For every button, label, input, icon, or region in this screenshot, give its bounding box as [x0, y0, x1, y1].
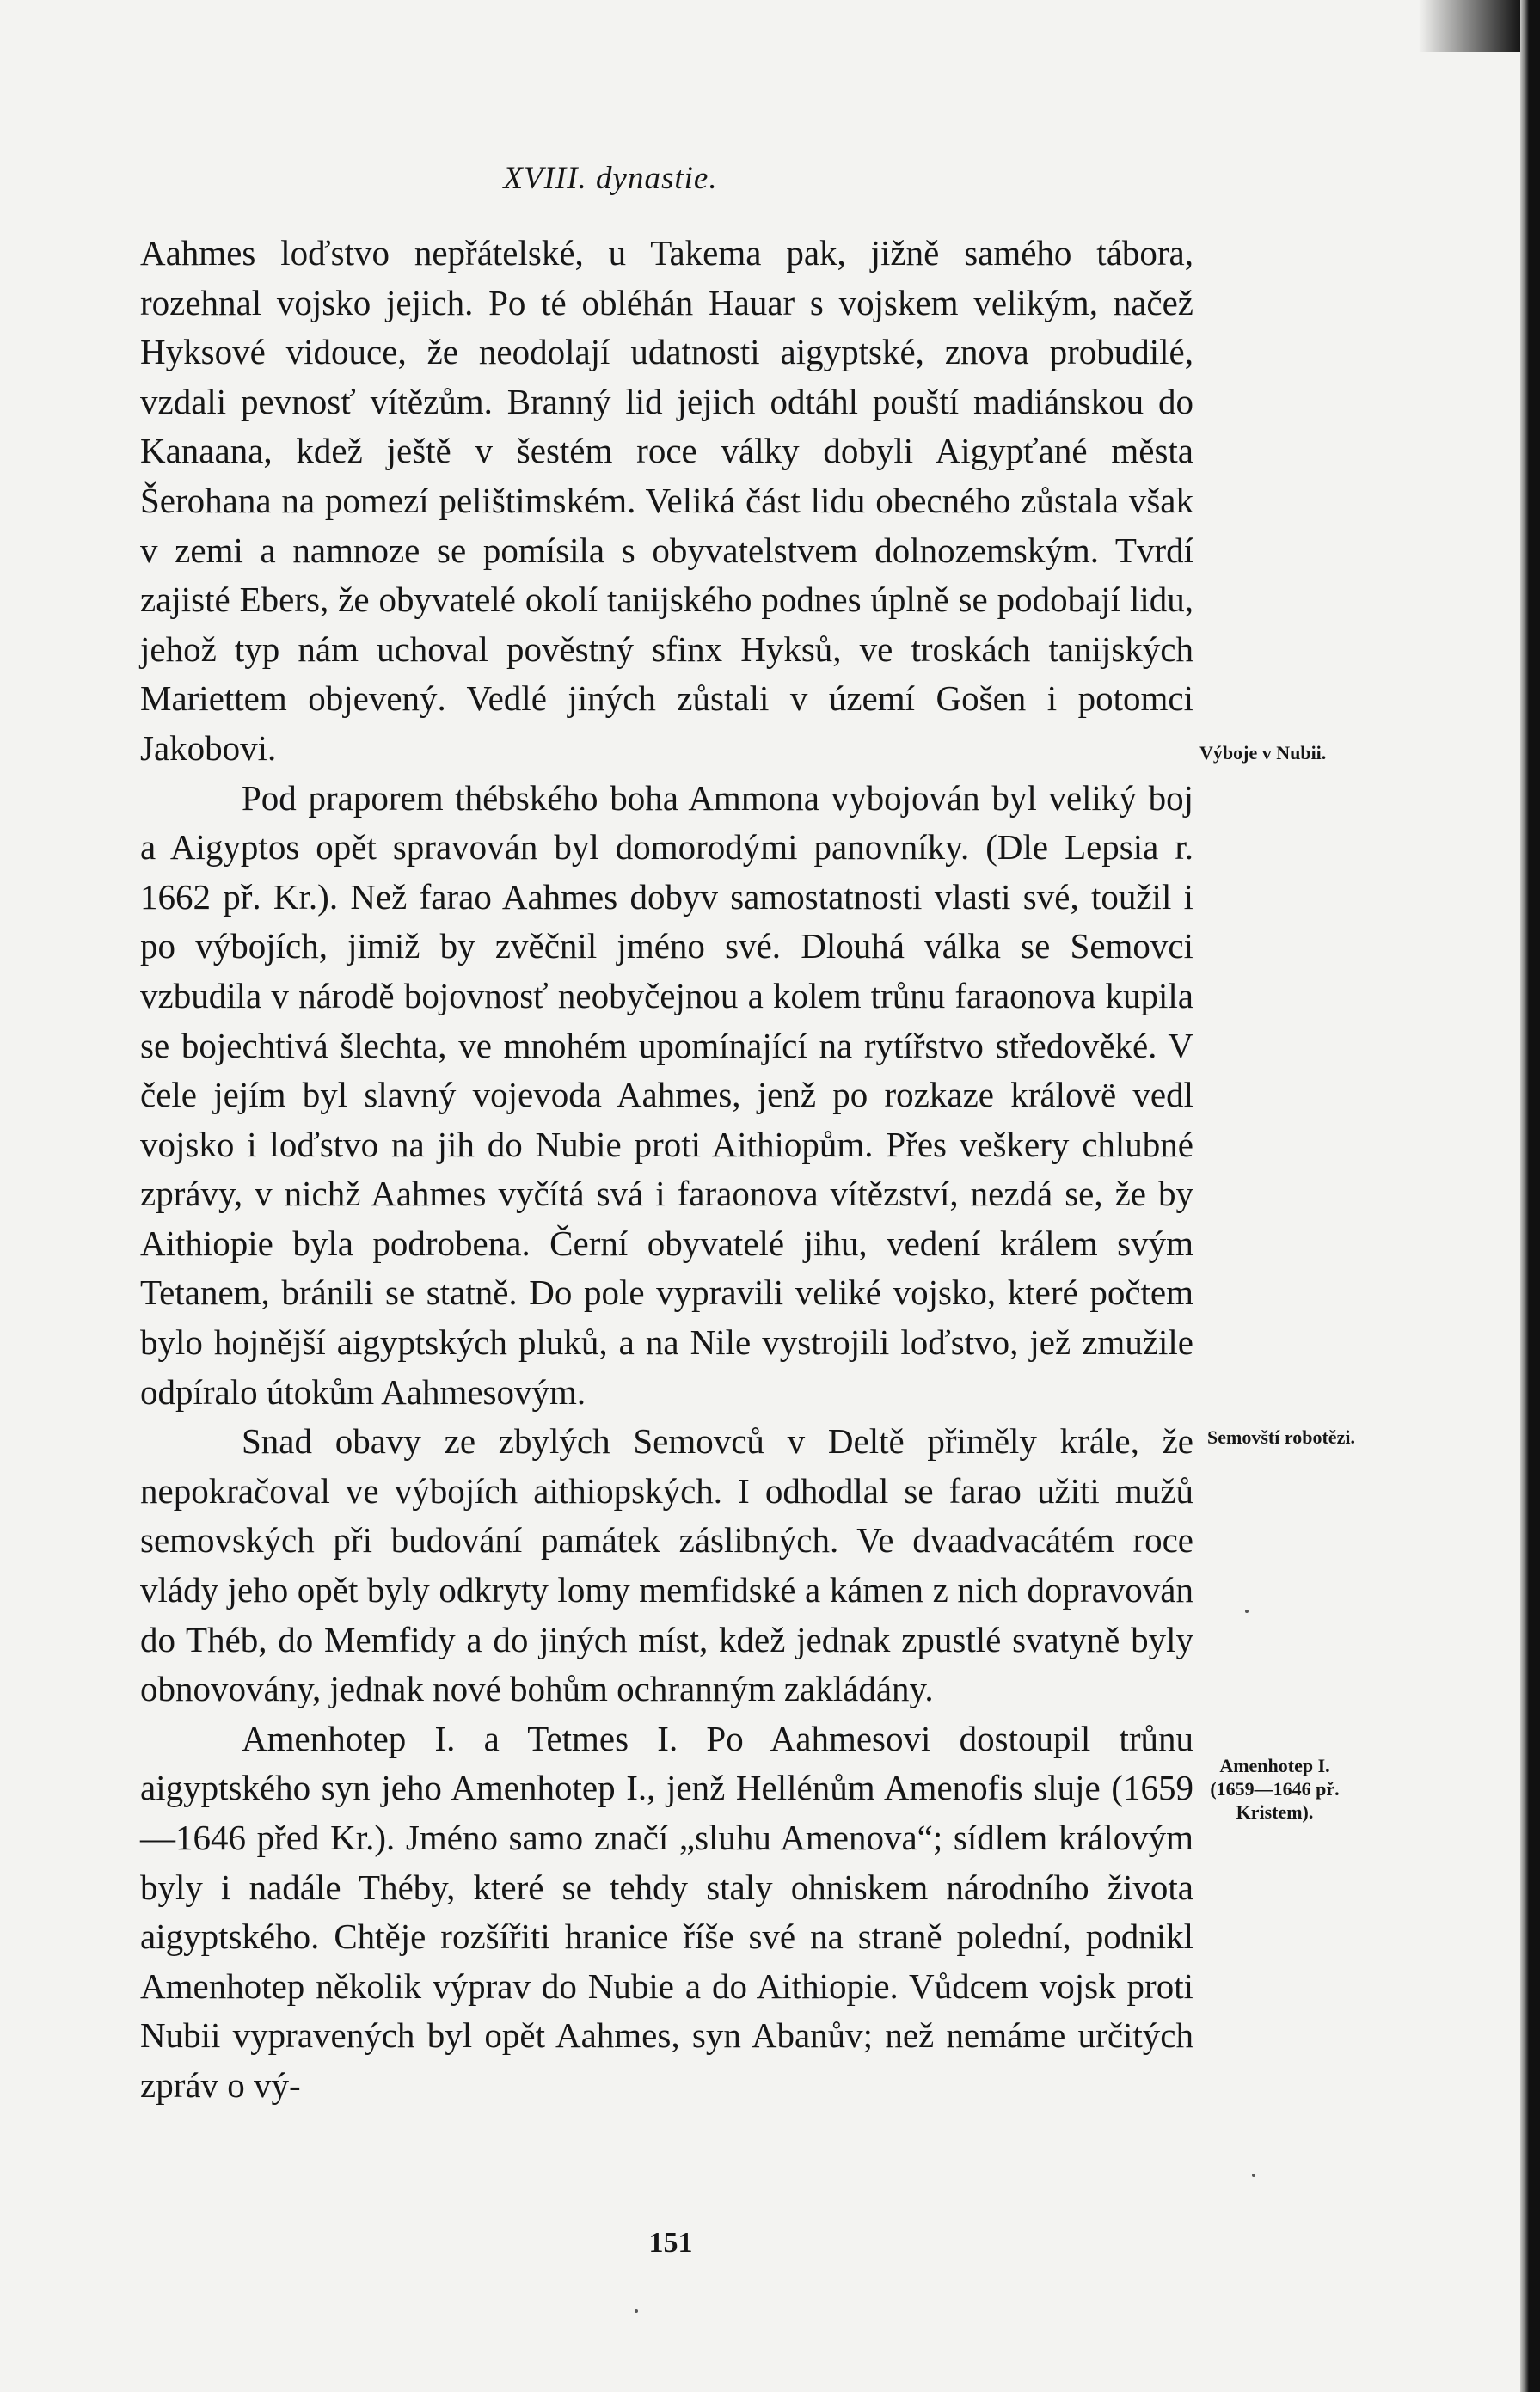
page-number: 151: [648, 2227, 693, 2259]
margin-note-amenhotep: Amenhotep I. (1659—1646 př. Kristem).: [1210, 1755, 1340, 1823]
scan-speck: [1245, 1610, 1249, 1613]
margin-note-vyboje: Výboje v Nubii.: [1199, 742, 1327, 764]
margin-note-semovsti: Semovští robotězi.: [1207, 1426, 1355, 1448]
running-header: XVIII. dynastie.: [503, 161, 718, 196]
scan-speck: [1252, 2174, 1255, 2177]
paragraph-2: Pod praporem thébského boha Ammona vybojován byl veliký boj a Aigyptos opět spravován byl domorodými panovníky. (Dle Lepsia r. 1662 př. Kr.). Než farao Aahmes dobyv samostatnosti vlasti své, toužil i po výbojích, jimiž by zvěčnil jméno své. Dlouhá válka se Semovci vzbudila v národě bojovnosť neobyčejnou a kolem trůnu faraonova kupila se bojechtivá šlechta, ve mnohém upomínající na rytířstvo středověké. V čele jejím byl slavný vojevoda Aahmes, jenž po rozkaze královë vedl vojsko i loďstvo na jih do Nubie proti Aithiopům. Přes veškery chlubné zprávy, v nichž Aahmes vyčítá svá i faraonova vítězství, nezdá se, že by Aithiopie byla podrobena. Černí obyvatelé jihu, vedení králem svým Tetanem, bránili se statně. Do pole vypravili veliké vojsko, které počtem bylo hojnější aigyptských pluků, a na Nile vystrojili loďstvo, jež zmužile odpíralo útokům Aahmesovým.: [140, 777, 1193, 1412]
scan-edge-right: [1520, 0, 1540, 2392]
page-body: [140, 229, 1193, 2111]
paragraph-1: Aahmes loďstvo nepřátelské, u Takema pak, jižně samého tábora, rozehnal vojsko jejich. Po té obléhán Hauar s vojskem velikým, načež Hyksové vidouce, že neodolají udatnosti aigyptské, znova probudilé, vzdali pevnosť vítězům. Branný lid jejich odtáhl pouští madiánskou do Kanaana, kdež ještě v šestém roce války dobyli Aigypťané města Šerohana na pomezí pelištimském. Veliká část lidu obecného zůstala však v zemi a namnoze se pomísila s obyvatelstvem dolnozemským. Tvrdí zajisté Ebers, že obyvatelé okolí tanijského podnes úplně se podobají lidu, jehož typ nám uchoval pověstný sfinx Hyksů, ve troskách tanijských Mariettem objevený. Vedlé jiných zůstali v území Gošen i potomci Jakobovi.: [140, 233, 1193, 768]
paragraph-4: Amenhotep I. a Tetmes I. Po Aahmesovi dostoupil trůnu aigyptského syn jeho Amenhotep I., jenž Hellénům Amenofis sluje (1659—1646 před Kr.). Jméno samo značí „sluhu Amenova“; sídlem královým byly i nadále Théby, které se tehdy staly ohniskem národního života aigyptského. Chtěje rozšířiti hranice říše své na straně polední, podnikl Amenhotep několik výprav do Nubie a do Aithiopie. Vůdcem vojsk proti Nubii vypravených byl opět Aahmes, syn Abanův; než nemáme určitých zpráv o vý-: [140, 1718, 1193, 2105]
scan-speck: [635, 2309, 638, 2313]
paragraph-3: Snad obavy ze zbylých Semovců v Deltě přiměly krále, že nepokračoval ve výbojích aithiopských. I odhodlal se farao užiti mužů semovských při budování památek záslibných. Ve dvaadvacátém roce vlády jeho opět byly odkryty lomy memfidské a kámen z nich dopravován do Théb, do Memfidy a do jiných míst, kdež jednak zpustlé svatyně byly obnovovány, jednak nové bohům ochranným zakládány.: [140, 1421, 1193, 1709]
